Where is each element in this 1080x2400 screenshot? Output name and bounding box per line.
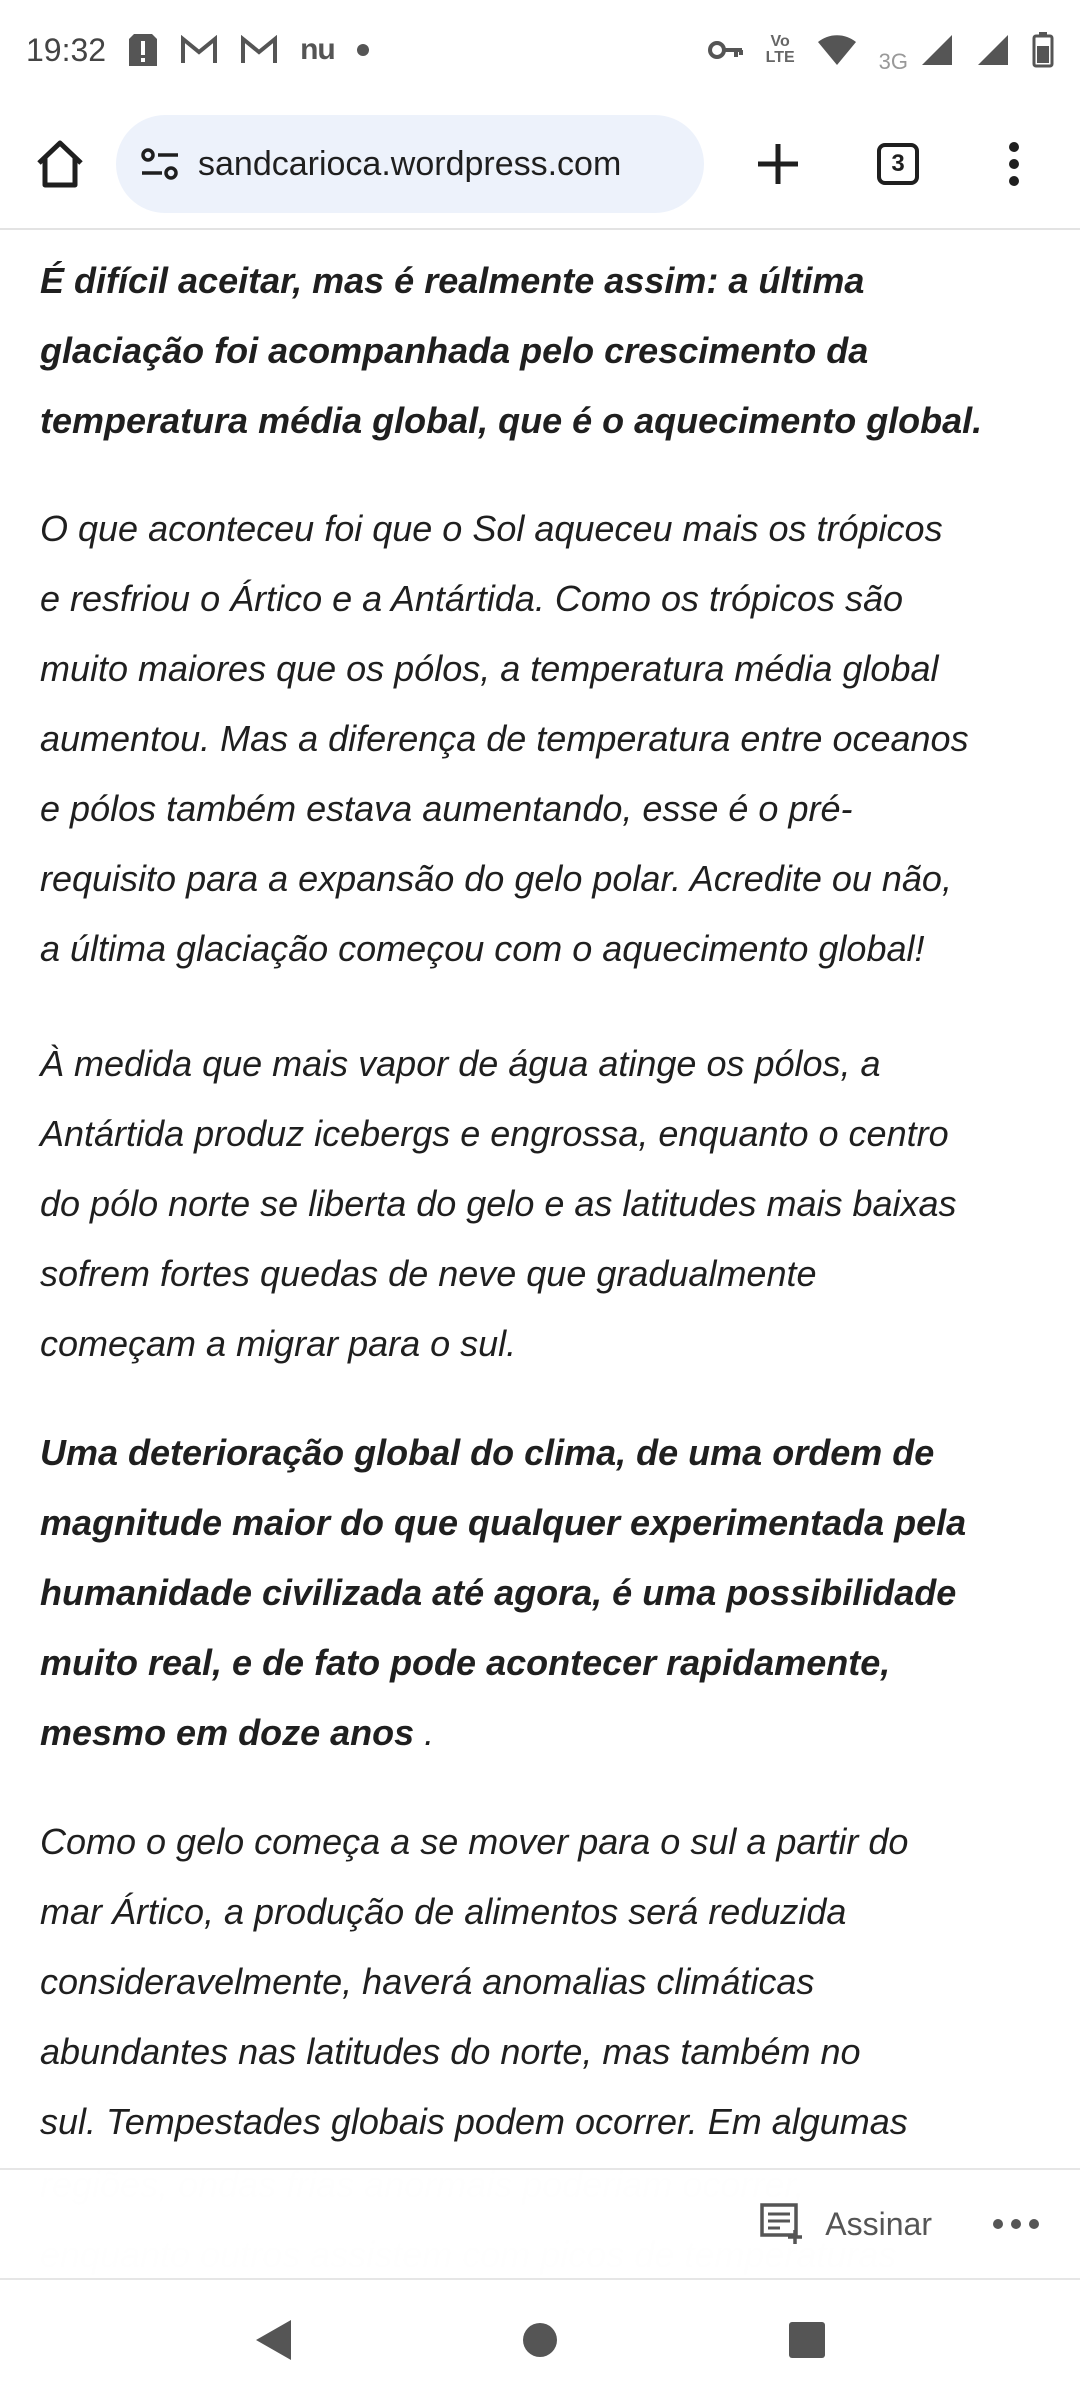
recents-icon [788, 2321, 826, 2359]
text-line: temperatura média global, que é o aquecimento global. [40, 400, 983, 441]
text-line: magnitude maior do que qualquer experimentada pela [40, 1502, 967, 1543]
url-text: sandcarioca.wordpress.com [198, 144, 622, 183]
text-line: Uma deterioração global do clima, de uma ordem de [40, 1432, 935, 1473]
home-nav-button[interactable] [500, 2300, 580, 2380]
tab-switcher-button[interactable] [858, 124, 938, 204]
new-tab-button[interactable] [738, 124, 818, 204]
status-bar [0, 0, 1080, 100]
text-line: Como o gelo começa a se mover para o sul a partir do [40, 1821, 909, 1862]
text-line: sofrem fortes quedas de neve que gradualmente [40, 1253, 817, 1294]
text-line: abundantes nas latitudes do norte, mas também no [40, 2031, 861, 2072]
trailing-text: . [414, 1712, 435, 1753]
signal-icon [920, 30, 954, 70]
text-line: mar Ártico, a produção de alimentos será reduzida [40, 1891, 847, 1932]
wifi-icon [817, 30, 857, 70]
text-line: começam a migrar para o sul. [40, 1323, 517, 1364]
paragraph-2 [40, 494, 969, 984]
address-bar[interactable] [116, 115, 704, 213]
paragraph-4 [40, 1418, 966, 1768]
text-line: sul. Tempestades globais podem ocorrer. Em algumas [40, 2101, 908, 2142]
back-icon [253, 2318, 293, 2362]
text-line: glaciação foi acompanhada pelo crescimento da [40, 330, 869, 371]
more-options-button[interactable] [992, 2218, 1040, 2230]
network-type-label: 3G [878, 49, 908, 74]
system-navigation-bar [0, 2280, 1080, 2400]
home-circle-icon [521, 2321, 559, 2359]
paragraph-5 [40, 1807, 908, 2157]
status-bar-right [708, 25, 1054, 75]
home-icon [34, 139, 86, 189]
volte-icon [766, 30, 795, 70]
browser-toolbar [0, 100, 1080, 230]
status-time: 19:32 [26, 31, 107, 68]
back-button[interactable] [233, 2300, 313, 2380]
text-line: do pólo norte se liberta do gelo e as latitudes mais baixas [40, 1183, 957, 1224]
volte-top-label: Vo [770, 33, 790, 50]
subscribe-button[interactable] [759, 2202, 932, 2246]
more-horiz-icon [992, 2218, 1040, 2230]
subscribe-label: Assinar [825, 2205, 932, 2242]
paragraph-3 [40, 1029, 957, 1379]
text-line: Antártida produz icebergs e engrossa, enquanto o centro [40, 1113, 949, 1154]
tab-count: 3 [877, 143, 919, 185]
text-line: aumentou. Mas a diferença de temperatura entre oceanos [40, 718, 969, 759]
text-line: e resfriou o Ártico e a Antártida. Como os trópicos são [40, 578, 904, 619]
key-icon [708, 30, 744, 70]
text-line: e pólos também estava aumentando, esse é o pré- [40, 788, 853, 829]
battery-icon [1032, 30, 1054, 70]
subscribe-icon [759, 2202, 805, 2246]
gmail-icon [180, 30, 218, 70]
text-line: À medida que mais vapor de água atinge os pólos, a [40, 1043, 881, 1084]
text-line: requisito para a expansão do gelo polar. Acredite ou não, [40, 858, 952, 899]
text-line: mesmo em doze anos [40, 1712, 415, 1753]
gmail-icon [240, 30, 278, 70]
text-line: consideravelmente, haverá anomalias climáticas [40, 1961, 815, 2002]
text-line: muito real, e de fato pode acontecer rapidamente, [40, 1642, 891, 1683]
status-bar-left [26, 30, 369, 70]
nubank-icon: nu [300, 33, 335, 66]
recents-button[interactable] [767, 2300, 847, 2380]
signal-icon [976, 30, 1010, 70]
text-line: É difícil aceitar, mas é realmente assim: a última [40, 260, 865, 301]
text-line: O que aconteceu foi que o Sol aqueceu mais os trópicos [40, 508, 943, 549]
wordpress-action-bar [0, 2168, 1080, 2280]
site-settings-icon[interactable] [138, 142, 182, 186]
text-line: muito maiores que os pólos, a temperatura média global [40, 648, 939, 689]
text-line: a última glaciação começou com o aquecimento global! [40, 928, 925, 969]
browser-menu-button[interactable] [974, 124, 1054, 204]
volte-bottom-label: LTE [765, 49, 795, 66]
paragraph-1 [40, 246, 982, 456]
alert-icon [128, 30, 158, 70]
plus-icon [756, 142, 800, 186]
home-button[interactable] [24, 128, 96, 200]
text-line: humanidade civilizada até agora, é uma possibilidade [40, 1572, 957, 1613]
more-vert-icon [1008, 141, 1020, 187]
dot-icon [357, 30, 369, 70]
